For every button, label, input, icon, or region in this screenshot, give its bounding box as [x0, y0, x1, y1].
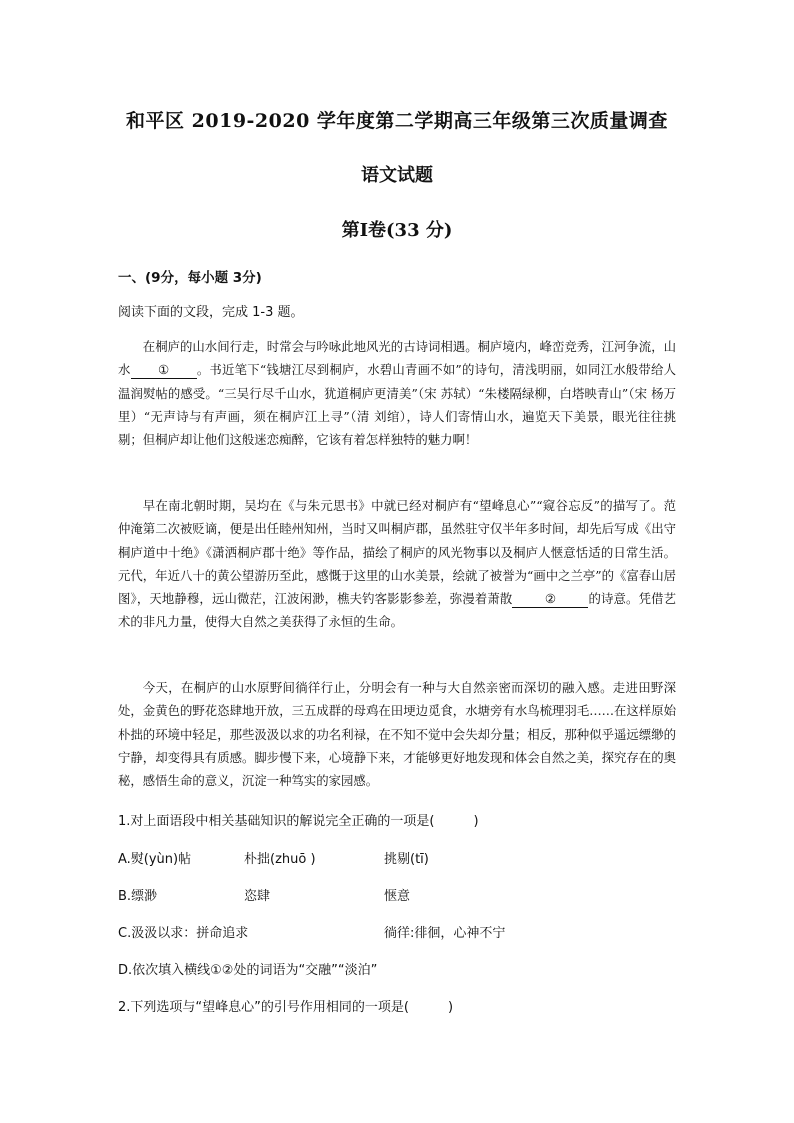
option-c-item-2: 徜徉:徘徊，心神不宁: [384, 926, 506, 941]
option-b-item-1: B.缥渺: [118, 889, 158, 904]
section-instruction: 阅读下面的文段，完成 1-3 题。: [118, 305, 304, 320]
option-a-item-2: 朴拙(zhuō ): [244, 852, 316, 867]
passage-paragraph-1: [118, 335, 676, 451]
subject-title: 语文试题: [361, 165, 433, 186]
passage-paragraph-3: 今天，在桐庐的山水原野间徜徉行止，分明会有一种与大自然亲密而深切的融入感。走进田野深处，金黄色的野花恣肆地开放，三五成群的母鸡在田埂边觅食，水塘旁有水鸟梳理羽毛……在这样原始朴拙的环境中轻足，那些汲汲以求的功名利禄，在不知不觉中会失却分量；相反，那种似乎遥远缥缈的宁静，却变得具有质感。脚步慢下来，心境静下来，才能够更好地发现和体会自然之美，探究存在的奥秘，感悟生命的意义，沉淀一种笃实的家园感。: [118, 680, 676, 789]
passage-text: 在桐庐的山水间行走，时常会与吟咏此地风光的古诗词相遇。桐庐境内，峰峦竞秀，江河争流，山水: [118, 339, 676, 378]
option-d: D.依次填入横线①②处的词语为“交融”“淡泊”: [118, 963, 378, 978]
fill-blank-2: ②: [512, 591, 588, 608]
passage-text: 的诗意。凭借艺术的非凡力量，使得大自然之美获得了永恒的生命。: [118, 591, 676, 630]
option-b-item-2: 恣肆: [244, 889, 271, 904]
volume-title: 第Ⅰ卷(33 分): [341, 220, 453, 241]
option-c-item-1: C.汲汲以求：拼命追求: [118, 926, 249, 941]
option-a-item-1: A.熨(yùn)帖: [118, 852, 192, 867]
exam-title: 和平区 2019-2020 学年度第二学期高三年级第三次质量调查: [126, 110, 668, 132]
passage-paragraph-2: [118, 494, 676, 634]
passage-text: 早在南北朝时期，吴均在《与朱元思书》中就已经对桐庐有“望峰息心”“窥谷忘反”的描写了。范仲淹第二次被贬谪，便是出任睦州知州，当时又叫桐庐郡，虽然驻守仅半年多时间，却先后写成《出守桐庐道中十绝》《潇洒桐庐郡十绝》等作品，描绘了桐庐的风光物事以及桐庐人惬意恬适的日常生活。元代，年近八十的黄公望游历至此，感慨于这里的山水美景，绘就了被誉为“画中之兰亭”的《富春山居图》，天地静穆，远山微茫，江波闲渺，樵夫钓客影影参差，弥漫着萧散: [118, 498, 676, 607]
fill-blank-1: ①: [131, 362, 197, 379]
section-heading: 一、(9分，每小题 3分): [118, 270, 262, 286]
option-a-item-3: 挑剔(tī): [384, 852, 429, 867]
passage-text: 。书近笔下“钱塘江尽到桐庐，水碧山青画不如”的诗句，清浅明丽，如同江水般带给人温润熨帖的感受。“三吴行尽千山水，犹道桐庐更清美”（宋 苏轼）“朱楼隔绿柳，白塔映青山”（宋 杨万里）“无声诗与有声画，须在桐庐江上寻”（清 刘绾），诗人们寄情山水，遍览天下美景，眼光往往挑剔；但桐庐却让他们这般迷恋痴醉，它该有着怎样独特的魅力啊！: [118, 362, 677, 448]
question-1-stem: 1.对上面语段中相关基础知识的解说完全正确的一项是( ): [118, 814, 479, 829]
option-b-item-3: 惬意: [384, 889, 411, 904]
question-2-stem: 2.下列选项与“望峰息心”的引号作用相同的一项是( ): [118, 1000, 454, 1015]
